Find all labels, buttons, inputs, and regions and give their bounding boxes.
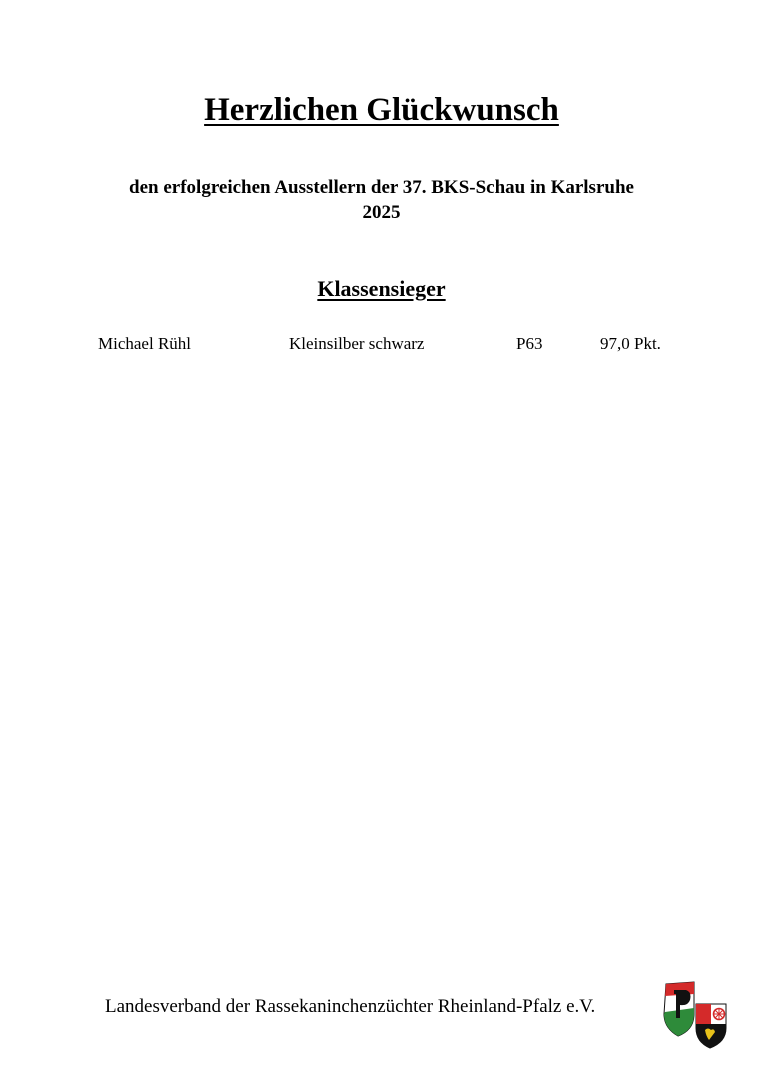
winner-row: [0, 334, 763, 356]
association-crest-logo-icon: [660, 978, 732, 1050]
winner-points: 97,0 Pkt.: [600, 334, 661, 353]
subtitle-line-1: den erfolgreichen Ausstellern der 37. BKS-Schau in Karlsruhe: [129, 177, 634, 198]
subtitle: [60, 175, 703, 225]
page-title: Herzlichen Glückwunsch: [204, 92, 559, 128]
winner-breed: Kleinsilber schwarz: [289, 334, 425, 353]
winner-cage-number: P63: [516, 334, 543, 353]
winner-name: Michael Rühl: [98, 334, 192, 353]
footer-association-name: Landesverband der Rassekaninchenzüchter Rheinland-Pfalz e.V.: [105, 996, 596, 1017]
subtitle-line-2: 2025: [362, 202, 401, 223]
section-heading-klassensieger: Klassensieger: [317, 276, 446, 301]
